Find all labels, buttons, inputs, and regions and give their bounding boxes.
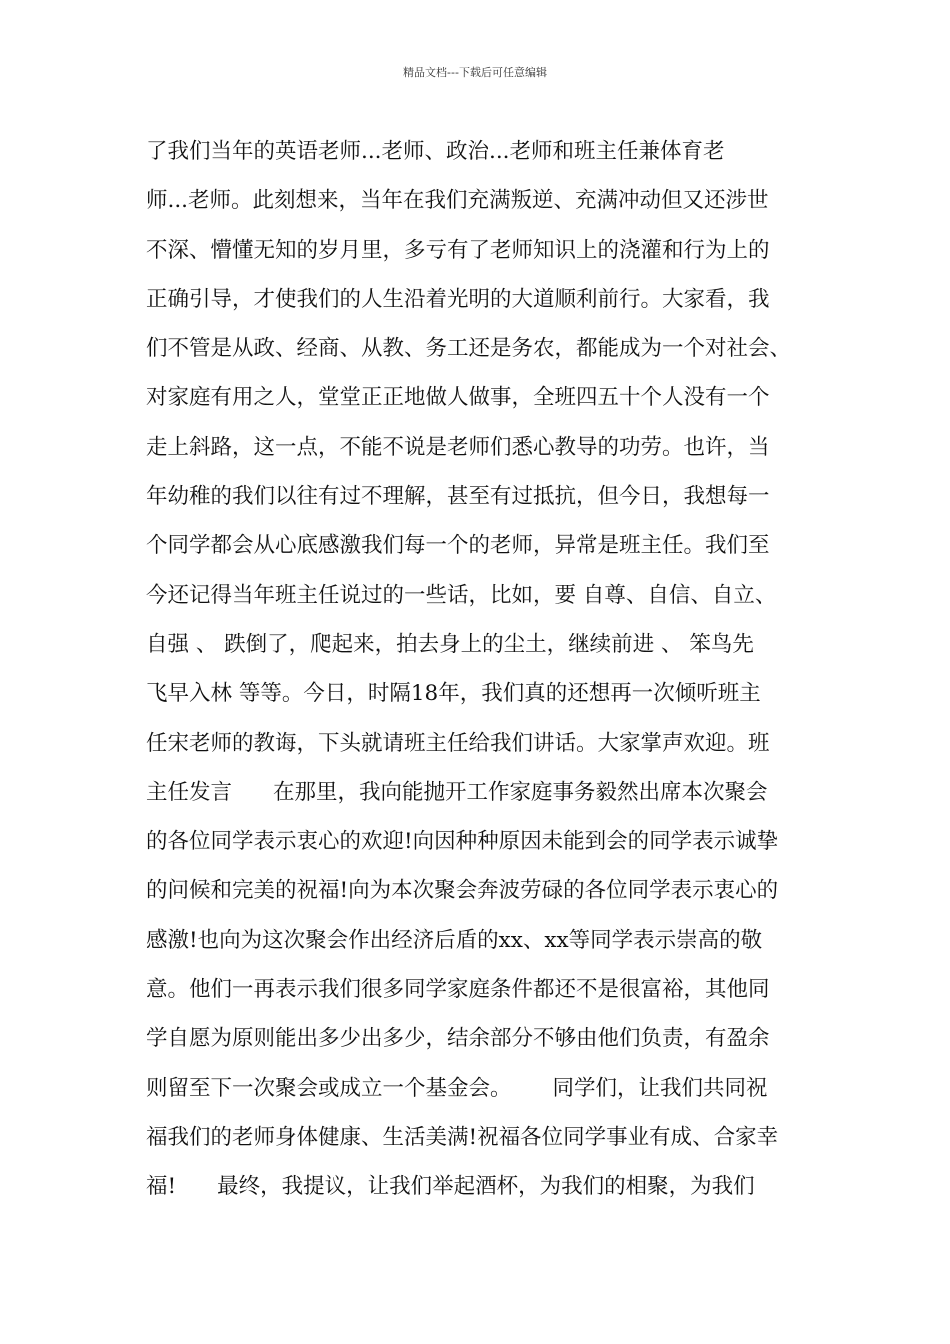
text-line: 走上斜路，这一点，不能不说是老师们悉心教导的功劳。也许，当 bbox=[146, 434, 770, 460]
text-line: 的问候和完美的祝福!向为本次聚会奔波劳碌的各位同学表示衷心的 bbox=[146, 878, 779, 904]
text-line: 感激!也向为这次聚会作出经济后盾的xx、xx等同学表示崇高的敬 bbox=[146, 927, 763, 953]
text-line: 正确引导，才使我们的人生沿着光明的大道顺利前行。大家看，我 bbox=[146, 286, 770, 312]
text-line: 今还记得当年班主任说过的一些话，比如，要 自尊、自信、自立、 bbox=[146, 582, 777, 608]
text-line: 则留至下一次聚会或成立一个基金会。 同学们，让我们共同祝 bbox=[146, 1075, 768, 1101]
text-line: 师...老师。此刻想来，当年在我们充满叛逆、充满冲动但又还涉世 bbox=[146, 188, 769, 214]
text-line: 年幼稚的我们以往有过不理解，甚至有过抵抗，但今日，我想每一 bbox=[146, 484, 770, 510]
text-line: 福我们的老师身体健康、生活美满!祝福各位同学事业有成、合家幸 bbox=[146, 1124, 779, 1150]
text-line: 自强 、 跌倒了，爬起来，拍去身上的尘土，继续前进 、 笨鸟先 bbox=[146, 631, 754, 657]
text-line: 意。他们一再表示我们很多同学家庭条件都还不是很富裕，其他同 bbox=[146, 977, 770, 1003]
text-line: 们不管是从政、经商、从教、务工还是务农，都能成为一个对社会、 bbox=[146, 336, 792, 362]
text-line: 飞早入林 等等。今日，时隔18年，我们真的还想再一次倾听班主 bbox=[146, 681, 761, 707]
text-line: 对家庭有用之人，堂堂正正地做人做事，全班四五十个人没有一个 bbox=[146, 385, 770, 411]
page-header: 精品文档---下载后可任意编辑 bbox=[403, 66, 547, 79]
document-body bbox=[146, 132, 826, 1217]
text-line: 的各位同学表示衷心的欢迎!向因种种原因未能到会的同学表示诚挚 bbox=[146, 829, 779, 855]
text-line: 福! 最终，我提议，让我们举起酒杯，为我们的相聚，为我们 bbox=[146, 1174, 755, 1200]
text-line: 不深、懵懂无知的岁月里，多亏有了老师知识上的浇灌和行为上的 bbox=[146, 237, 770, 263]
text-line: 学自愿为原则能出多少出多少，结余部分不够由他们负责，有盈余 bbox=[146, 1026, 770, 1052]
text-line: 个同学都会从心底感激我们每一个的老师，异常是班主任。我们至 bbox=[146, 533, 770, 559]
text-line: 任宋老师的教诲，下头就请班主任给我们讲话。大家掌声欢迎。班 bbox=[146, 730, 770, 756]
text-line: 了我们当年的英语老师...老师、政治...老师和班主任兼体育老 bbox=[146, 139, 725, 164]
text-line: 主任发言 在那里，我向能抛开工作家庭事务毅然出席本次聚会 bbox=[146, 779, 768, 805]
